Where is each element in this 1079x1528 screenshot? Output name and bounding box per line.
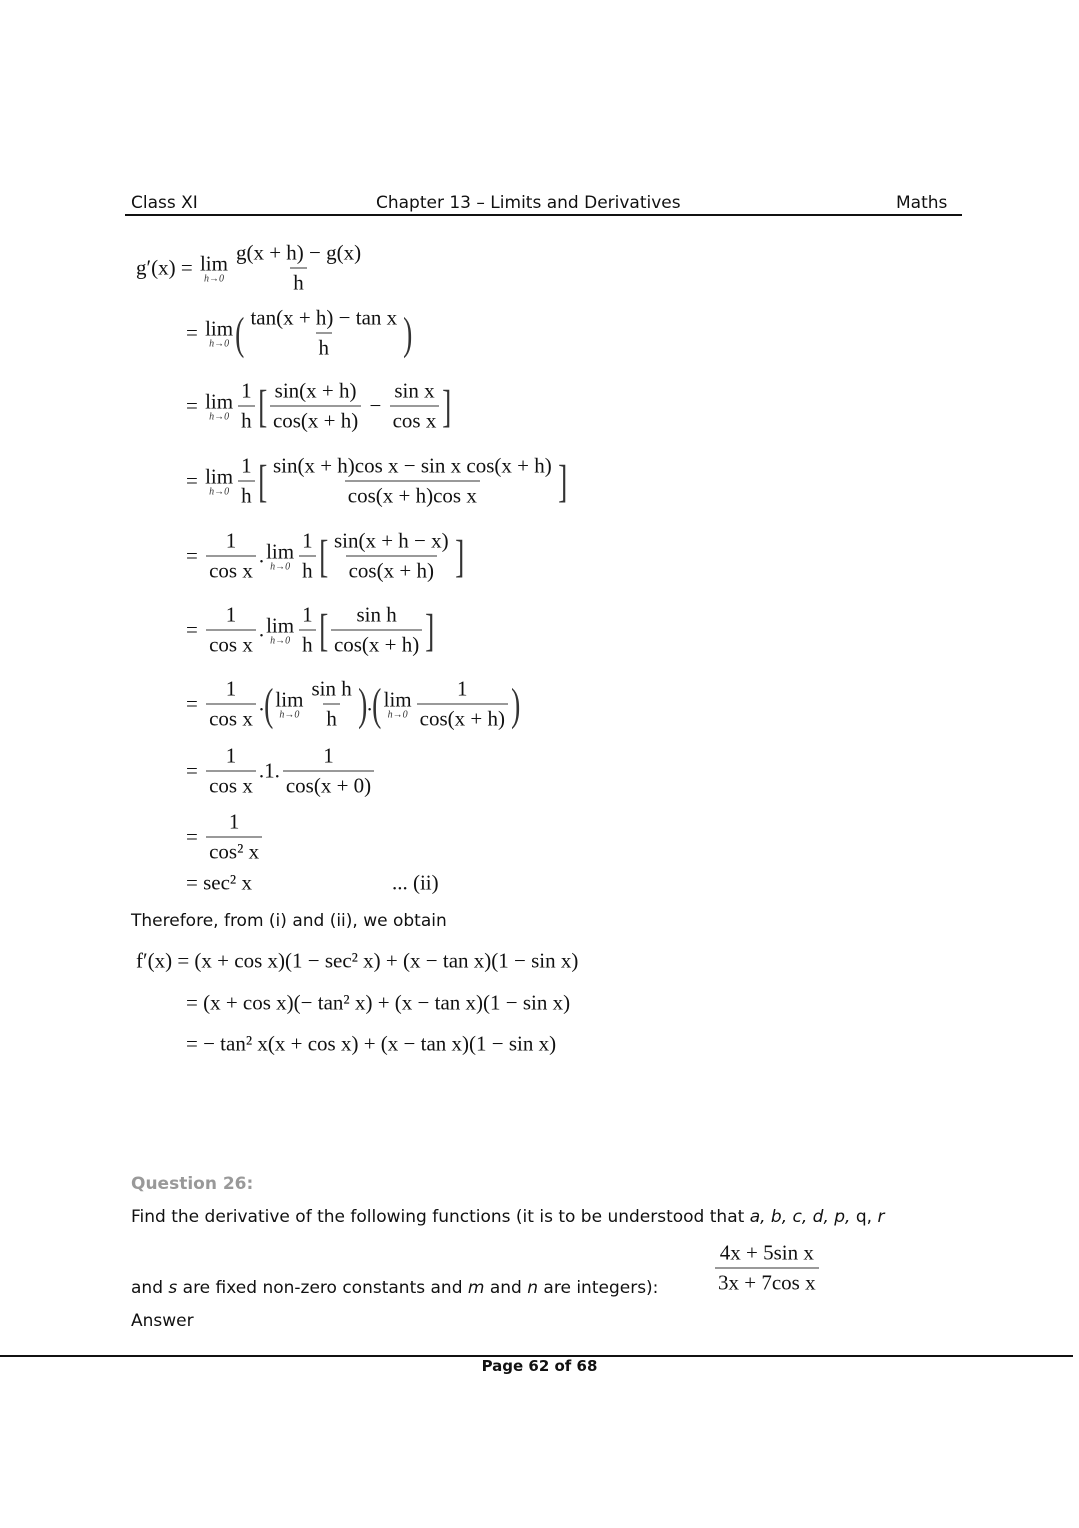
denominator: cos(x + h) bbox=[417, 704, 508, 732]
header-class: Class XI bbox=[131, 193, 198, 213]
math-text: = bbox=[186, 468, 204, 493]
denominator: cos(x + h) bbox=[331, 630, 422, 658]
numerator: sin x bbox=[394, 378, 435, 403]
numerator: sin(x + h − x) bbox=[333, 528, 449, 553]
fraction bbox=[308, 677, 354, 732]
bracket: [ bbox=[318, 530, 328, 581]
lim-text: lim bbox=[205, 464, 234, 489]
math-text: . bbox=[258, 691, 265, 716]
denominator: cos(x + 0) bbox=[283, 771, 374, 799]
fraction bbox=[715, 1241, 819, 1296]
math-text: = bbox=[186, 393, 204, 418]
equation-g-line bbox=[186, 603, 435, 658]
bracket: ] bbox=[454, 530, 464, 581]
page-number: Page 62 of 68 bbox=[481, 1357, 598, 1375]
numerator: 1 bbox=[323, 743, 334, 768]
lim-subscript: h→0 bbox=[279, 709, 300, 721]
numerator: 1 bbox=[457, 676, 468, 701]
header-chapter: Chapter 13 – Limits and Derivatives bbox=[376, 193, 681, 213]
equation-g-line bbox=[186, 379, 452, 434]
question-text: Find the derivative of the following functions (it is to be understood that bbox=[131, 1207, 750, 1227]
question-text-line2 bbox=[131, 1278, 658, 1298]
fraction bbox=[299, 529, 316, 584]
math-text: = bbox=[186, 543, 204, 568]
bracket: ] bbox=[425, 604, 435, 655]
math-text: = bbox=[186, 320, 204, 345]
bracket: ( bbox=[372, 678, 382, 729]
numerator: 1 bbox=[241, 378, 252, 403]
bracket: [ bbox=[257, 455, 267, 506]
fraction bbox=[417, 677, 508, 732]
denominator: cos x bbox=[206, 771, 256, 799]
numerator: sin(x + h)cos x − sin x cos(x + h) bbox=[272, 453, 552, 478]
limit bbox=[200, 252, 228, 285]
fraction bbox=[206, 603, 256, 658]
equation-f-line bbox=[186, 991, 570, 1016]
numerator: g(x + h) − g(x) bbox=[235, 240, 362, 265]
denominator: h bbox=[290, 268, 307, 296]
question-title: Question 26: bbox=[131, 1174, 254, 1194]
lim-subscript: h→0 bbox=[209, 486, 230, 498]
math-text: = bbox=[186, 758, 204, 783]
math-text: ... (ii) bbox=[391, 870, 439, 895]
question-var-m: m bbox=[467, 1278, 485, 1298]
lim-subscript: h→0 bbox=[209, 411, 230, 423]
math-text: g′(x) = bbox=[136, 255, 198, 280]
fraction bbox=[270, 379, 361, 434]
lim-text: lim bbox=[266, 613, 295, 638]
bracket: [ bbox=[318, 604, 328, 655]
fraction bbox=[206, 744, 256, 799]
question-text: are fixed non-zero constants and bbox=[177, 1278, 468, 1298]
equation-g-line bbox=[186, 306, 413, 361]
numerator: 1 bbox=[225, 676, 237, 701]
denominator: cos² x bbox=[206, 837, 262, 865]
denominator: 3x + 7cos x bbox=[715, 1268, 819, 1296]
answer-label: Answer bbox=[131, 1311, 194, 1331]
denominator: h bbox=[238, 406, 255, 434]
question-var-s: s bbox=[168, 1278, 178, 1298]
bracket: ) bbox=[403, 307, 413, 358]
fraction bbox=[238, 454, 255, 509]
denominator: cos(x + h) bbox=[346, 556, 437, 584]
bracket: [ bbox=[257, 380, 267, 431]
numerator: sin h bbox=[311, 676, 352, 701]
denominator: cos x bbox=[390, 406, 440, 434]
math-text: f′(x) = (x + cos x)(1 − sec² x) + (x − tan x)(1 − sin x) bbox=[136, 948, 579, 973]
equation-g-line bbox=[186, 871, 439, 896]
numerator: 1 bbox=[228, 809, 240, 834]
denominator: h bbox=[323, 704, 340, 732]
limit bbox=[205, 317, 233, 350]
math-text: = sec² x bbox=[186, 870, 252, 895]
numerator: 1 bbox=[302, 528, 313, 553]
bracket: ) bbox=[357, 678, 367, 729]
equation-f-line bbox=[136, 949, 578, 974]
lim-text: lim bbox=[383, 687, 412, 712]
denominator: h bbox=[299, 630, 316, 658]
lim-text: lim bbox=[205, 316, 234, 341]
lim-subscript: h→0 bbox=[209, 338, 230, 350]
math-text: − bbox=[364, 393, 387, 418]
numerator: 4x + 5sin x bbox=[719, 1240, 814, 1265]
limit bbox=[384, 688, 412, 721]
question-text: are integers): bbox=[538, 1278, 659, 1298]
question-expression bbox=[712, 1241, 822, 1296]
equation-f-line bbox=[186, 1032, 556, 1057]
question-var-n: n bbox=[527, 1278, 539, 1298]
numerator: 1 bbox=[225, 602, 237, 627]
equation-g-line bbox=[186, 677, 520, 732]
fraction bbox=[238, 379, 255, 434]
fraction bbox=[206, 677, 256, 732]
denominator: h bbox=[299, 556, 316, 584]
lim-subscript: h→0 bbox=[270, 561, 291, 573]
math-text: = bbox=[186, 691, 204, 716]
therefore-text: Therefore, from (i) and (ii), we obtain bbox=[131, 911, 447, 931]
math-text: = − tan² x(x + cos x) + (x − tan x)(1 − sin x) bbox=[186, 1031, 557, 1056]
denominator: cos(x + h) bbox=[270, 406, 361, 434]
question-text-line1 bbox=[131, 1207, 884, 1227]
math-text: = bbox=[186, 824, 204, 849]
lim-subscript: h→0 bbox=[387, 709, 408, 721]
fraction bbox=[331, 603, 422, 658]
math-text: .1. bbox=[258, 758, 280, 783]
math-text: . bbox=[258, 543, 265, 568]
fraction bbox=[299, 603, 316, 658]
lim-subscript: h→0 bbox=[270, 635, 291, 647]
numerator: sin(x + h) bbox=[274, 378, 357, 403]
lim-text: lim bbox=[275, 687, 304, 712]
bracket: ] bbox=[557, 455, 567, 506]
bracket: ( bbox=[264, 678, 274, 729]
numerator: 1 bbox=[302, 602, 313, 627]
bracket: ] bbox=[442, 380, 452, 431]
denominator: h bbox=[238, 481, 255, 509]
fraction bbox=[390, 379, 440, 434]
math-text: = bbox=[186, 617, 204, 642]
bracket: ) bbox=[511, 678, 521, 729]
fraction bbox=[206, 529, 256, 584]
fraction bbox=[331, 529, 452, 584]
denominator: h bbox=[316, 333, 333, 361]
equation-g-line bbox=[136, 241, 367, 296]
lim-subscript: h→0 bbox=[203, 273, 224, 285]
lim-text: lim bbox=[266, 539, 295, 564]
numerator: sin h bbox=[356, 602, 397, 627]
header-subject: Maths bbox=[896, 193, 948, 213]
limit bbox=[275, 688, 303, 721]
math-text: = (x + cos x)(− tan² x) + (x − tan x)(1 − sin x) bbox=[186, 990, 571, 1015]
question-vars: a, b, c, d, p, bbox=[749, 1207, 851, 1227]
limit bbox=[205, 390, 233, 423]
question-text: and bbox=[131, 1278, 169, 1298]
fraction bbox=[283, 744, 374, 799]
denominator: cos x bbox=[206, 556, 256, 584]
header-rule bbox=[125, 214, 962, 216]
lim-text: lim bbox=[199, 251, 228, 276]
denominator: cos x bbox=[206, 630, 256, 658]
numerator: 1 bbox=[225, 528, 237, 553]
equation-g-line bbox=[186, 454, 567, 509]
limit bbox=[266, 540, 294, 573]
lim-text: lim bbox=[205, 389, 234, 414]
numerator: tan(x + h) − tan x bbox=[250, 305, 398, 330]
limit bbox=[266, 614, 294, 647]
numerator: 1 bbox=[241, 453, 252, 478]
equation-g-line bbox=[186, 810, 265, 865]
fraction bbox=[247, 306, 400, 361]
equation-g-line bbox=[186, 744, 377, 799]
question-var-q: q, bbox=[850, 1207, 878, 1227]
question-text: and bbox=[484, 1278, 528, 1298]
fraction bbox=[233, 241, 364, 296]
limit bbox=[205, 465, 233, 498]
question-var-r: r bbox=[877, 1207, 885, 1227]
denominator: cos(x + h)cos x bbox=[345, 481, 480, 509]
fraction bbox=[206, 810, 262, 865]
equation-g-line bbox=[186, 529, 464, 584]
bracket: ( bbox=[235, 307, 245, 358]
math-text: . bbox=[367, 691, 373, 716]
fraction bbox=[270, 454, 555, 509]
numerator: 1 bbox=[225, 743, 237, 768]
denominator: cos x bbox=[206, 704, 256, 732]
math-text: . bbox=[258, 617, 265, 642]
